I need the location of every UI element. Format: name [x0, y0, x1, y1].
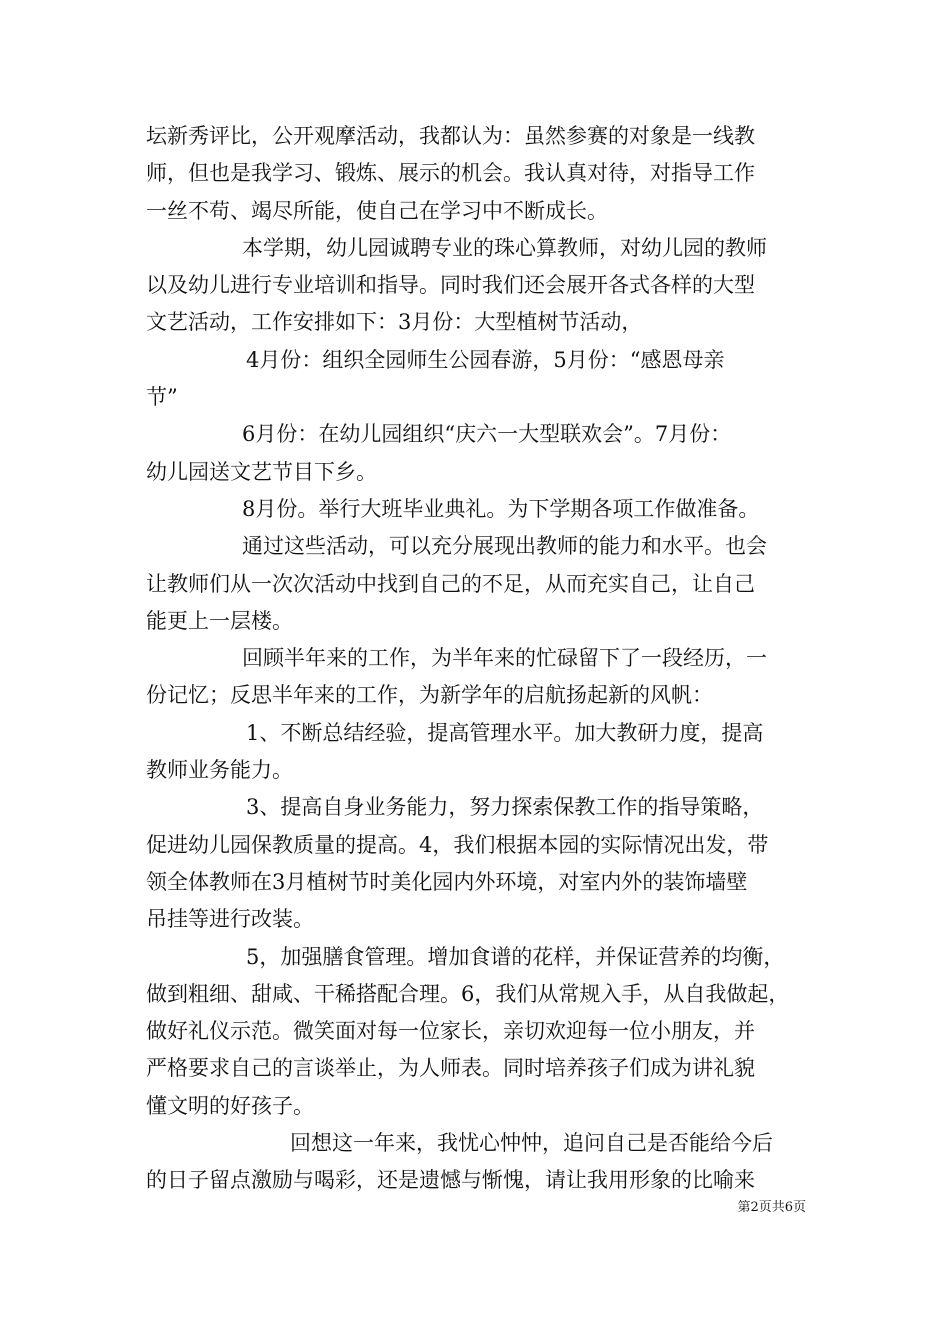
text-line: 文艺活动，工作安排如下：3月份：大型植树节活动， [146, 310, 643, 335]
text-line: 促进幼儿园保教质量的提高。4，我们根据本园的实际情况出发，带 [146, 832, 769, 857]
text-line: 坛新秀评比，公开观摩活动，我都认为：虽然参赛的对象是一线教 [146, 124, 755, 148]
page-number-footer: 第2页共6页 [737, 1200, 806, 1215]
text-line: 幼儿园送文艺节目下乡。 [146, 459, 377, 484]
text-line: 领全体教师在3月植树节时美化园内外环境，对室内外的装饰墙壁 [146, 869, 748, 894]
text-line: 懂文明的好孩子。 [146, 1093, 314, 1118]
text-line: 6月份：在幼儿园组织“庆六一大型联欢会”。7月份： [242, 422, 732, 447]
text-line: 以及幼儿进行专业培训和指导。同时我们还会展开各式各样的大型 [146, 273, 755, 298]
text-line: 4月份：组织全园师生公园春游，5月份：“感恩母亲 [246, 347, 725, 372]
text-line: 让教师们从一次次活动中找到自己的不足，从而充实自己，让自己 [146, 571, 755, 596]
text-line: 通过这些活动，可以充分展现出教师的能力和水平。也会 [242, 534, 767, 559]
text-line: 的日子留点激励与喝彩，还是遗憾与惭愧，请让我用形象的比喻来 [146, 1168, 755, 1193]
text-line: 3、提高自身业务能力，努力探索保教工作的指导策略， [246, 795, 764, 820]
text-line: 师，但也是我学习、锻炼、展示的机会。我认真对待，对指导工作 [146, 161, 755, 186]
text-line: 5，加强膳食管理。增加食谱的花样，并保证营养的均衡， [246, 944, 785, 969]
text-line: 能更上一层楼。 [146, 608, 293, 633]
text-line: 一丝不苟、竭尽所能，使自己在学习中不断成长。 [146, 198, 608, 223]
text-line: 做到粗细、甜咸、干稀搭配合理。6，我们从常规入手，从自我做起， [146, 981, 790, 1006]
document-body [146, 118, 812, 1200]
text-line: 做好礼仪示范。微笑面对每一位家长，亲切欢迎每一位小朋友，并 [146, 1019, 755, 1044]
text-line: 本学期，幼儿园诚聘专业的珠心算教师，对幼儿园的教师 [242, 235, 767, 260]
text-line: 1、不断总结经验，提高管理水平。加大教研力度，提高 [246, 720, 764, 745]
text-line: 8月份。举行大班毕业典礼。为下学期各项工作做准备。 [242, 496, 760, 521]
text-line: 回想这一年来，我忧心忡忡，追问自己是否能给今后 [290, 1131, 773, 1156]
text-line: 份记忆；反思半年来的工作，为新学年的启航扬起新的风帆： [146, 683, 713, 708]
text-line: 严格要求自己的言谈举止，为人师表。同时培养孩子们成为讲礼貌 [146, 1056, 755, 1081]
text-line: 吊挂等进行改装。 [146, 907, 314, 932]
text-line: 教师业务能力。 [146, 758, 293, 783]
text-line: 节” [146, 385, 178, 410]
text-line: 回顾半年来的工作，为半年来的忙碌留下了一段经历，一 [242, 646, 767, 671]
